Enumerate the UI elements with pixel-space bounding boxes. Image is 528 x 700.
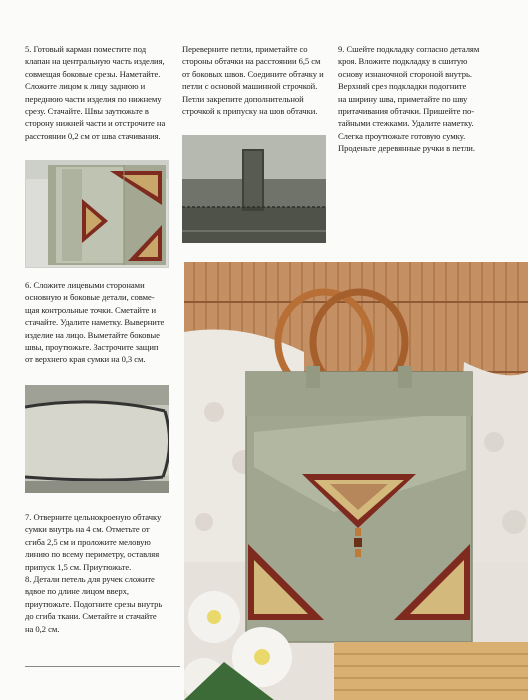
bag-illustration bbox=[184, 262, 528, 700]
seam-illustration bbox=[25, 385, 169, 493]
loops-illustration bbox=[182, 135, 326, 243]
bag-photo bbox=[184, 262, 528, 700]
loops-text: Переверните петли, приметайте со стороны обтачки на расстоянии 6,5 см от боковых швов. Соедините обтачку и петли с основой машинной строчкой. Петли закрепите дополнительной строчкой к припуску на шов обтачки. bbox=[182, 44, 324, 117]
pocket-illustration bbox=[26, 161, 169, 268]
pocket-photo bbox=[25, 160, 169, 268]
step-7-8-text: 7. Отверните цельнокроеную обтачку сумки внутрь на 4 см. Отметьте от сгиба 2,5 см и проложите меловую линию по всему периметру, оставляя припуск 1,5 см. Приутюжьте. 8. Детали петель для ручек сложите вдвое по длине лицом вверх, приутюжьте. Подогните срезы внутрь до сгиба ткани. Сметайте и стачайте на 0,2 см. bbox=[25, 512, 163, 634]
step-6-text: 6. Сложите лицевыми сторонами основную и боковые детали, совме- щая контрольные точки. Сметайте и стачайте. Удалите наметку. Выверните изделие на лицо. Выметайте боковые швы, проутюжьте. Застрочите защип от верхнего края сумки на 0,3 см. bbox=[25, 280, 165, 365]
step-5-text: 5. Готовый карман поместите под клапан на центральную часть изделия, совмещая боковые срезы. Наметайте. Сложите лицом к лицу заднюю и переднюю части изделия по нижнему срезу. Стачайте. Швы заутюжьте в сторону нижней части и отстрочите на расстоянии 0,2 см от шва стачивания. bbox=[25, 44, 166, 141]
step-9-text: 9. Сшейте подкладку согласно деталям кроя. Вложите подкладку в сшитую основу изнаночной стороной внутрь. Верхний срез подкладки подогните на ширину шва, приметайте по шву притачивания обтачки. Пришейте по- тайными стежками. Удалите наметку. Слегка проутюжьте готовую сумку. Проденьте деревянные ручки в петли. bbox=[338, 44, 480, 154]
loops-photo bbox=[182, 135, 326, 243]
seam-photo bbox=[25, 385, 169, 493]
divider-line bbox=[25, 666, 180, 667]
